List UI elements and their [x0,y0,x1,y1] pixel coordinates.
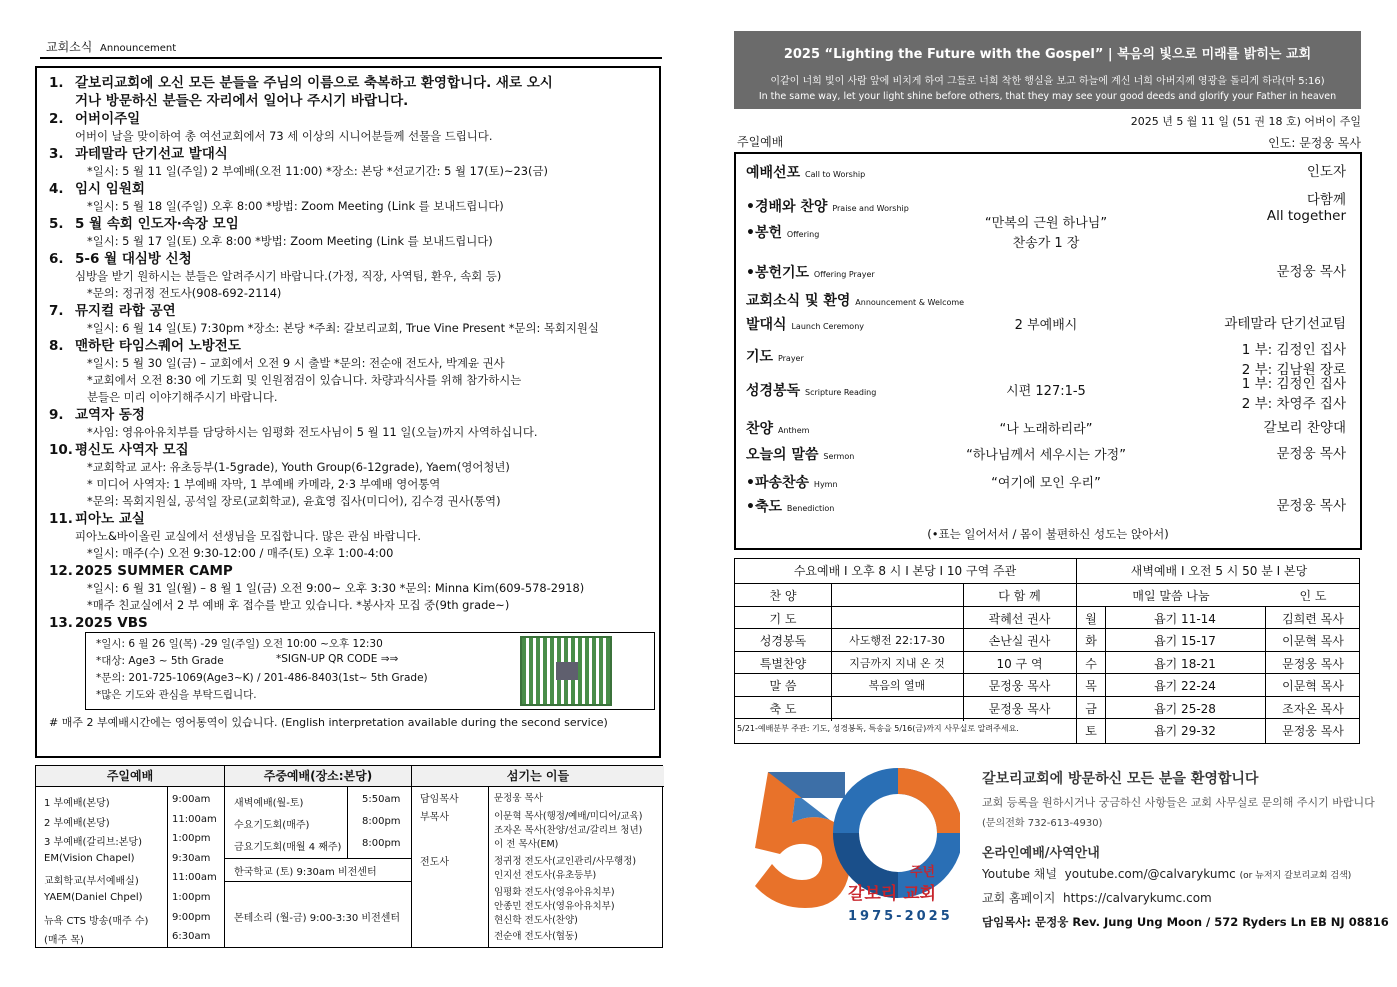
item-title: 교역자 동정 [75,407,145,423]
staff-name: 전순애 전도사(협동) [494,931,578,942]
homepage-line: 교회 홈페이지 https://calvarykumc.com [982,891,1212,905]
worship-item-leader: 갈보리 찬양대 [1263,420,1346,436]
wed-person: 10 구 역 [996,656,1043,671]
worship-item [746,262,1346,282]
sunday-time: 11:00am [172,813,217,825]
staff-name: 정귀정 전도사(교인관리/사무행정) [494,856,637,867]
worship-item-leader: 인도자 [1306,164,1346,180]
worship-item-en: Hymn [813,480,838,489]
worship-item-en: Praise and Worship [832,204,909,213]
item-detail: *사임: 영유아유치부를 담당하시는 임평화 전도사님이 5 월 11 일(오늘)까지 사역하십니다. [87,425,538,439]
worship-item-name: •봉헌기도 [746,265,810,281]
sunday-service: (매주 목) [44,935,84,947]
online-title: 온라인예배/사역안내 [982,846,1100,861]
wed-role: 축 도 [769,701,797,716]
worship-item-name: 찬양 [746,421,774,437]
weekday-time: 5:50am [362,794,401,805]
wed-footnote: 5/21-예배분부 주관: 기도, 성경봉독, 특송을 5/16(금)까지 사무실로 알려주세요. [737,724,1019,733]
worship-item-en: Announcement & Welcome [855,298,965,307]
announcement-item [49,250,647,302]
sunday-time: 9:00pm [172,911,211,923]
sunday-time: 1:00pm [172,892,211,903]
item-detail: *일시: 5 월 11 일(주일) 2 부예배(오전 11:00) *장소: 본당 *선교기간: 5 월 17(토)~23(금) [87,164,548,178]
staff-role: 부목사 [420,812,449,823]
dawn-leader: 문정웅 목사 [1282,656,1344,671]
announcement-item [49,562,647,614]
sunday-service: 3 부예배(갈리브:본당) [44,837,142,849]
item-title: 5-6 월 대심방 신청 [75,251,192,267]
item-number: 9. [49,407,64,423]
welcome-title: 갈보리교회에 방문하신 모든 분을 환영합니다 [982,771,1259,787]
vbs-line: *많은 기도와 관심을 부탁드립니다. [96,689,257,701]
divider [831,583,832,721]
item-number: 12. [49,563,73,579]
item-detail: *일시: 6 월 31 일(월) – 8 월 1 일(금) 오전 9:00~ 오후 3:30 *문의: Minna Kim(609-578-2918) [87,581,585,595]
dawn-leader: 조자온 목사 [1282,701,1344,716]
vbs-line: *대상: Age3 ~ 5th Grade [96,655,224,667]
banner-verse-en: In the same way, let your light shine before others, that they may see your good deeds and glorify your Father in heaven [758,91,1337,102]
item-title: 5 월 속회 인도자·속장 모임 [75,216,239,232]
worship-item-leader: 문정웅 목사 [1276,446,1346,462]
dawn-reading: 욥기 11-14 [1154,611,1216,626]
announcement-box [35,66,661,758]
sunday-service: EM(Vision Chapel) [44,852,135,864]
dawn-leader: 이문혁 목사 [1282,634,1344,648]
item-detail: *일시: 매주(수) 오전 9:30-12:00 / 매주(토) 오후 1:00-4:00 [87,546,394,560]
youtube-link[interactable]: youtube.com/@calvarykumc [1064,867,1236,881]
worship-item [746,376,1346,412]
wed-content: 복음의 열매 [868,679,926,692]
welcome-phone: (문의전화 732-613-4930) [982,818,1103,829]
wed-role: 말 씀 [769,679,797,693]
worship-item-name: 발대식 [746,317,787,333]
weekday-header: 주중예배(장소:본당) [225,766,411,787]
divider [411,766,412,947]
item-title: 2025 SUMMER CAMP [75,563,233,579]
worship-item-leader: 과테말라 단기선교팀 [1224,316,1346,332]
staff-name: 문정웅 목사 [494,793,543,804]
wed-person: 손난실 권사 [988,634,1051,648]
item-detail: 분들은 미리 이야기해주시기 바랍니다. [87,390,278,404]
worship-item-name: 기도 [746,349,774,365]
dawn-reading: 욥기 22-24 [1154,679,1216,693]
worship-item-leader: 1 부: 김정인 집사 [1241,376,1346,392]
item-title: 평신도 사역자 모집 [75,442,189,458]
dawn-leader: 문정웅 목사 [1282,724,1344,738]
wed-content: 지금까지 지내 온 것 [849,656,945,670]
weekday-time: 8:00pm [362,838,401,849]
vbs-line: *문의: 201-725-1069(Age3~K) / 201-486-8403(1st~ 5th Grade) [96,672,428,684]
order-of-worship [734,152,1362,550]
dawn-leader: 김희련 목사 [1282,611,1344,626]
worship-item-en: Offering Prayer [813,270,875,279]
staff-role: 담임목사 [420,794,459,805]
worship-item [746,472,1346,492]
worship-item-en: Launch Ceremony [791,322,864,331]
worship-item-en: Offering [786,230,820,239]
worship-item-en: Prayer [777,354,804,363]
item-detail: * 미디어 사역자: 1 부예배 자막, 1 부예배 카메라, 2·3 부예배 영어통역 [87,477,441,491]
item-title-cont: 거나 방문하신 분들은 자리에서 일어나 주시기 바랍니다. [75,93,409,109]
logo-sub: 주년 [910,865,936,880]
worship-item-leader: 문정웅 목사 [1276,498,1346,514]
sunday-service: 교회학교(부서예배실) [44,876,139,888]
item-title: 어버이주일 [75,111,141,127]
wed-person: 다 함 께 [998,589,1041,603]
item-number: 10. [49,442,73,458]
divider [167,786,168,947]
divider [224,766,225,947]
worship-item-name: 예배선포 [746,165,801,181]
staff-name: 인지선 전도사(유초등부) [494,870,597,881]
sunday-service: 2 부예배(본당) [44,817,110,829]
announcement-item [49,337,647,406]
interpretation-note: # 매주 2 부예배시간에는 영어통역이 있습니다. (English interpretation available during the second service) [49,716,608,729]
wed-person: 문정웅 목사 [988,679,1051,693]
item-detail: *교회에서 오전 8:30 에 기도회 및 인원점검이 있습니다. 차량과식사를 위해 참가하시는 [87,373,522,387]
divider [225,881,411,882]
dawn-day: 토 [1085,724,1097,738]
announcement-item [49,302,647,337]
theme-banner [734,31,1361,109]
item-number: 8. [49,338,64,354]
announcement-item [49,215,647,250]
sunday-service: YAEM(Daniel Chpel) [44,892,143,903]
item-title: 과테말라 단기선교 발대식 [75,146,228,162]
announcement-item [49,74,647,110]
pastor-address: 담임목사: 문정웅 Rev. Jung Ung Moon / 572 Ryders Ln EB NJ 08816 [982,915,1389,929]
worship-item-leader: 2 부: 김남원 장로 [1241,362,1346,378]
announcement-item [49,110,647,145]
banner-verse: 이같이 너희 빛이 사람 앞에 비치게 하여 그들로 너희 착한 행실을 보고 하늘에 계신 너희 아버지께 영광을 돌리게 하라(마 5:16) [770,76,1325,87]
youtube-line: Youtube 채널 youtube.com/@calvarykumc (or 뉴저지 갈보리교회 검색) [982,867,1352,881]
vbs-section [49,632,647,712]
dawn-header: 인 도 [1299,589,1327,603]
staff-header: 섬기는 이들 [412,766,664,787]
sunday-time: 1:00pm [172,833,211,845]
announcement-item [49,180,647,215]
qr-code-icon[interactable] [520,636,612,706]
vbs-box [85,632,655,710]
sunday-time: 6:30am [172,931,211,943]
item-detail: 심방을 받기 원하시는 분들은 알려주시기 바랍니다.(가정, 직장, 사역팀, 환우, 속회 등) [75,269,502,283]
worship-item-content: 2 부예배시 [1014,318,1078,333]
worship-item-en: Anthem [777,426,810,435]
staff-name: 안종민 전도사(영유아유치부) [494,901,615,912]
wed-title: 수요예배 I 오후 8 시 I 본당 I 10 구역 주관 [793,564,1017,578]
section-title: 교회소식 Announcement [46,40,177,54]
worship-item [746,342,1346,378]
item-number: 6. [49,251,64,267]
worship-item-name: •봉헌 [746,225,782,241]
wed-role: 성경봉독 [759,634,807,648]
staff-name: 조자온 목사(찬양/선교/갈리브 청년) [494,825,643,836]
staff-name: 현신학 전도사(찬양) [494,915,578,926]
item-title: 임시 임원회 [75,181,145,197]
staff-name: 이문혁 목사(행정/예배/미디어/교육) [494,811,643,822]
item-title: 2025 VBS [75,615,148,631]
worship-item-leader: 1 부: 김정인 집사 [1241,342,1346,358]
worship-item-leader: 다함께 [1306,192,1346,208]
logo-zero-accent [846,833,898,885]
item-detail: *교회학교 교사: 유초등부(1-5grade), Youth Group(6-12grade), Yaem(영어청년) [87,460,510,474]
item-detail: *문의: 정귀정 전도사(908-692-2114) [87,286,282,300]
worship-item [746,418,1346,438]
homepage-link[interactable]: https://calvarykumc.com [1063,891,1212,905]
dawn-day: 화 [1085,634,1097,648]
worship-item-name: 오늘의 말씀 [746,447,819,463]
worship-item-name: •축도 [746,499,782,515]
weekday-extra: 한국학교 (토) 9:30am 비전센터 [234,867,377,878]
wed-role: 특별찬양 [759,656,807,671]
wed-person: 곽혜선 권사 [988,611,1051,626]
weekday-extra: 몬테소리 (월-금) 9:00-3:30 비전센터 [234,913,401,924]
worship-item-name: •파송찬송 [746,475,810,491]
worship-item-name: •경배와 찬양 [746,199,828,215]
weekday-service: 새벽예배(월-토) [234,798,304,809]
dawn-reading: 욥기 25-28 [1154,701,1216,716]
worship-item [746,314,1346,334]
dawn-header: 매일 말씀 나눔 [1132,589,1210,603]
banner-title: 2025 “Lighting the Future with the Gospel” | 복음의 빛으로 미래를 밝히는 교회 [783,47,1312,62]
dawn-day: 목 [1085,679,1097,693]
worship-item-en: Scripture Reading [804,388,877,397]
wed-role: 기 도 [769,611,797,626]
announcement-item [49,406,647,441]
worship-item-content: “나 노래하리라” [999,422,1093,437]
dawn-reading: 욥기 29-32 [1154,724,1216,738]
wed-content: 사도행전 22:17-30 [849,634,945,647]
sunday-service: 뉴욕 CTS 방송(매주 수) [44,915,149,927]
dawn-day: 월 [1085,611,1097,626]
item-title: 갈보리교회에 오신 모든 분들을 주님의 이름으로 축복하고 환영합니다. 새로 오시 [75,75,553,91]
dawn-reading: 욥기 15-17 [1154,634,1216,648]
item-number: 1. [49,75,64,91]
divider [735,583,1359,584]
worship-item-leader: 2 부: 차영주 집사 [1241,396,1346,412]
worship-item-leader: All together [1266,208,1346,224]
sunday-time: 9:30am [172,852,211,864]
dawn-title: 새벽예배 I 오전 5 시 50 분 I 본당 [1130,564,1308,578]
worship-item-content: 시편 127:1-5 [1006,384,1086,399]
worship-item-name: 성경봉독 [746,383,801,399]
item-number: 7. [49,303,64,319]
staff-name: 임평화 전도사(영유아유치부) [494,887,615,898]
dawn-reading: 욥기 18-21 [1154,656,1216,671]
worship-item-content: 찬송가 1 장 [1012,236,1080,251]
sunday-time: 11:00am [172,872,217,884]
bulletin-date: 2025 년 5 월 11 일 (51 권 18 호) 어버이 주일 [1130,115,1361,128]
item-detail: *문의: 목회지원실, 공석일 장로(교회학교), 윤효영 집사(미디어), 김수경 권사(통역) [87,494,501,508]
logo-years: 1975-2025 [848,909,953,924]
wed-dawn-table [734,558,1360,744]
item-number: 11. [49,511,73,527]
dawn-day: 수 [1085,656,1097,671]
worship-item [746,162,1346,182]
weekday-service: 수요기도회(매주) [234,820,310,831]
item-detail: *일시: 5 월 30 일(금) – 교회에서 오전 9 시 출발 *문의: 전순애 전도사, 박계윤 권사 [87,356,505,370]
staff-name: 이 전 목사(EM) [494,839,559,850]
item-title: 피아노 교실 [75,511,145,527]
item-title: 맨하탄 타임스퀘어 노방전도 [75,338,241,354]
welcome-text: 교회 등록을 원하시거나 궁금하신 사항들은 교회 사무실로 문의해 주시기 바랍니다 [982,796,1375,809]
worship-item-content: “하나님께서 세우시는 가정” [966,448,1126,463]
worship-item-en: Sermon [823,452,855,461]
item-title: 뮤지컬 라합 공연 [75,303,176,319]
leader: 인도: 문정웅 목사 [1268,136,1361,150]
announcement-list [49,74,647,730]
item-number: 3. [49,146,64,162]
item-detail: *매주 친교실에서 2 부 예배 후 접수를 받고 있습니다. *봉사자 모집 중(9th grade~) [87,598,510,612]
logo-zero-accent [898,781,950,833]
vbs-qr-label: *SIGN-UP QR CODE ⇒⇒ [276,653,399,665]
worship-item [746,496,1346,516]
worship-item-name: 교회소식 및 환영 [746,293,851,309]
worship-item [746,444,1346,464]
item-number: 13. [49,615,73,631]
announcement-item [49,614,647,632]
worship-label: 주일예배 [737,135,784,149]
divider [225,858,411,859]
worship-item-en: Call to Worship [804,170,866,179]
wed-role: 찬 양 [769,589,797,603]
worship-item [746,290,1346,310]
sunday-header: 주일예배 [36,766,224,787]
worship-item-content: “만복의 근원 하나님” [984,216,1108,231]
sunday-service: 1 부예배(본당) [44,798,110,809]
announcement-item [49,441,647,510]
divider [347,786,348,858]
sunday-time: 9:00am [172,794,211,805]
weekday-time: 8:00pm [362,816,401,827]
item-detail: *일시: 5 월 17 일(토) 오후 8:00 *방법: Zoom Meeting (Link 를 보내드립니다) [87,234,493,248]
item-detail: 어버이 날을 맞이하여 총 여선교회에서 73 세 이상의 시니어분들께 선물을 드립니다. [75,129,493,143]
dawn-leader: 이문혁 목사 [1282,679,1344,693]
worship-item-leader: 문정웅 목사 [1276,264,1346,280]
worship-item-content: “여기에 모인 우리” [991,476,1101,491]
divider [40,57,662,59]
item-number: 5. [49,216,64,232]
order-note: (•표는 일어서서 / 몸이 불편하신 성도는 앉아서) [927,527,1169,541]
wed-person: 문정웅 목사 [988,701,1051,716]
divider [488,786,489,947]
logo-name: 갈보리 교회 [848,884,937,904]
vbs-line: *일시: 6 월 26 일(목) -29 일(주일) 오전 10:00 ~오후 12:30 [96,638,383,650]
item-number: 2. [49,111,64,127]
item-detail: *일시: 6 월 14 일(토) 7:30pm *장소: 본당 *주최: 갈보리교회, True Vine Present *문의: 목회지원실 [87,321,599,335]
worship-item-en: Benediction [786,504,835,513]
item-number: 4. [49,181,64,197]
item-detail: 피아노&바이올린 교실에서 선생님을 모집합니다. 많은 관심 바랍니다. [75,529,421,543]
schedule-table [35,765,663,948]
dawn-day: 금 [1085,701,1097,716]
announcement-item [49,510,647,562]
announcement-item [49,145,647,180]
staff-role: 전도사 [420,857,449,868]
anniversary-logo [750,768,960,933]
weekday-service: 금요기도회(매월 4 째주) [234,842,342,853]
item-detail: *일시: 5 월 18 일(주일) 오후 8:00 *방법: Zoom Meeting (Link 를 보내드립니다) [87,199,504,213]
